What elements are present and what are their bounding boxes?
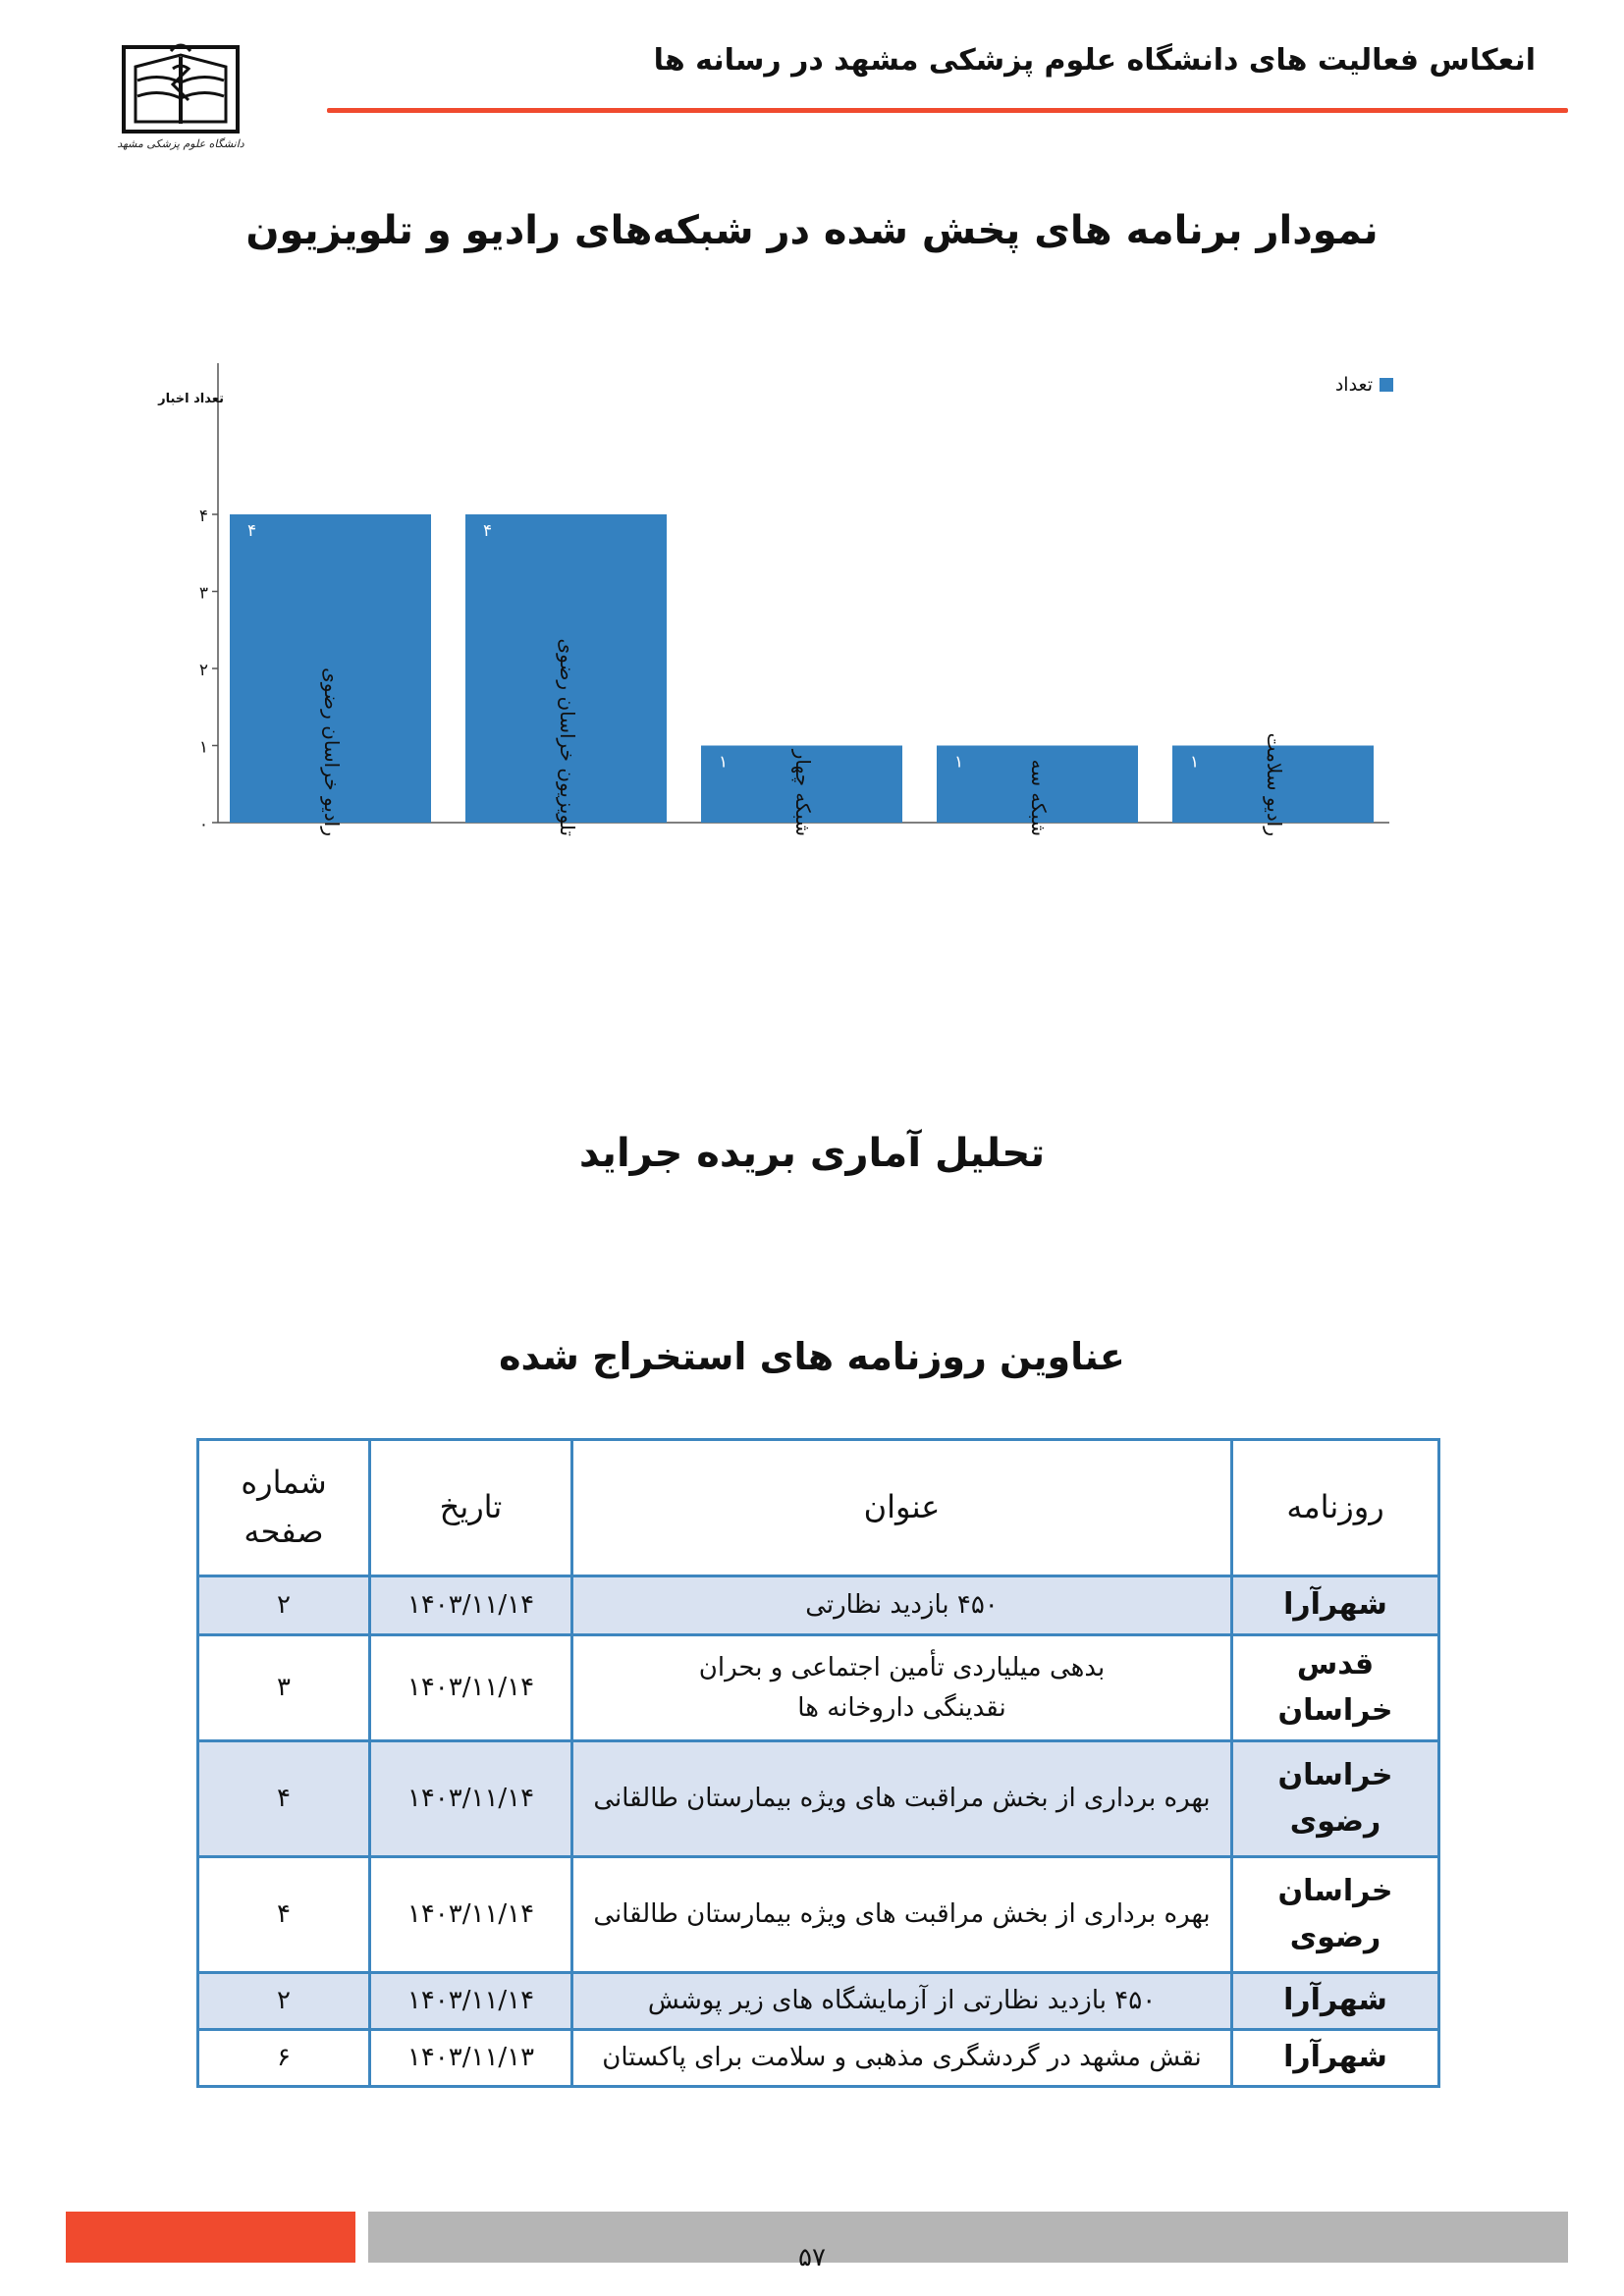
logo-emblem-icon <box>116 37 245 145</box>
y-tick-label: ۴ <box>198 507 208 526</box>
bar-value-label: ۱ <box>954 752 964 773</box>
header-page-line1: شماره <box>241 1464 327 1502</box>
table-row <box>198 2030 1439 2087</box>
header-date: تاریخ <box>370 1440 572 1576</box>
cell-page: ۳ <box>198 1635 370 1741</box>
chart-section-title: نمودار برنامه های پخش شده در شبکه‌های رادیو و تلویزیون <box>245 208 1379 253</box>
cell-date: ۱۴۰۳/۱۱/۱۴ <box>370 1857 572 1973</box>
newspaper-table <box>196 1438 1437 2088</box>
broadcast-bar-chart <box>158 353 1424 1060</box>
cell-paper: شهرآرا <box>1232 2030 1439 2087</box>
y-tick-label: ۲ <box>198 661 208 680</box>
table-row <box>198 1857 1439 1973</box>
header-page <box>198 1440 370 1576</box>
cell-title: بهره برداری از بخش مراقبت های ویژه بیمارستان طالقانی <box>572 1741 1232 1857</box>
x-category-label: رادیو خراسان رضوی <box>320 667 344 836</box>
bar-value-label: ۱ <box>719 752 729 773</box>
cell-paper: خراسان رضوی <box>1232 1857 1439 1973</box>
cell-date: ۱۴۰۳/۱۱/۱۴ <box>370 1973 572 2030</box>
cell-page: ۲ <box>198 1973 370 2030</box>
cell-date: ۱۴۰۳/۱۱/۱۴ <box>370 1741 572 1857</box>
cell-title: بهره برداری از بخش مراقبت های ویژه بیمارستان طالقانی <box>572 1857 1232 1973</box>
x-category-label: رادیو سلامت <box>1263 732 1286 836</box>
cell-page: ۴ <box>198 1857 370 1973</box>
chart-legend-swatch <box>1380 378 1393 392</box>
table-header-row <box>198 1440 1439 1576</box>
y-tick-label: ۱ <box>198 737 208 758</box>
document-header-title: انعکاس فعالیت های دانشگاه علوم پزشکی مشهد در رسانه ها <box>653 43 1536 78</box>
bar-value-label: ۱ <box>1190 752 1200 773</box>
x-category-label: تلویزیون خراسان رضوی <box>556 638 579 836</box>
cell-page: ۶ <box>198 2030 370 2087</box>
chart-legend-label: تعداد <box>1334 374 1373 396</box>
table-row <box>198 1635 1439 1741</box>
cell-title: ۴۵۰ بازدید نظارتی از آزمایشگاه های زیر پوشش <box>572 1973 1232 2030</box>
cell-date: ۱۴۰۳/۱۱/۱۳ <box>370 2030 572 2087</box>
table-row <box>198 1741 1439 1857</box>
bar-value-label: ۴ <box>247 521 257 541</box>
cell-page: ۴ <box>198 1741 370 1857</box>
header-page-line2: صفحه <box>244 1513 324 1550</box>
page-number: ۵۷ <box>798 2243 826 2272</box>
header-title: عنوان <box>572 1440 1232 1576</box>
logo-caption: دانشگاه علوم پزشکی مشهد <box>117 137 244 150</box>
cell-paper: شهرآرا <box>1232 1576 1439 1635</box>
table-row <box>198 1576 1439 1635</box>
x-category-label: شبکه سه <box>1027 759 1051 836</box>
header-divider <box>327 108 1568 113</box>
x-category-label: شبکه چهار <box>791 749 815 836</box>
cell-paper: خراسان رضوی <box>1232 1741 1439 1857</box>
extracted-headlines-title: عناوین روزنامه های استخراج شده <box>499 1335 1125 1378</box>
cell-title: بدهی میلیاردی تأمین اجتماعی و بحران نقدینگی داروخانه ها <box>572 1635 1232 1741</box>
cell-title: ۴۵۰ بازدید نظارتی <box>572 1576 1232 1635</box>
press-analysis-title: تحلیل آماری بریده جراید <box>578 1131 1046 1176</box>
cell-page: ۲ <box>198 1576 370 1635</box>
cell-paper: شهرآرا <box>1232 1973 1439 2030</box>
cell-paper: قدس خراسان <box>1232 1635 1439 1741</box>
table-row <box>198 1973 1439 2030</box>
bar-value-label: ۴ <box>483 521 493 541</box>
header-paper: روزنامه <box>1232 1440 1439 1576</box>
cell-date: ۱۴۰۳/۱۱/۱۴ <box>370 1635 572 1741</box>
chart-y-axis-label: تعداد اخبار <box>158 392 224 406</box>
y-tick-label: ۰ <box>198 815 208 834</box>
cell-title: نقش مشهد در گردشگری مذهبی و سلامت برای پاکستان <box>572 2030 1232 2087</box>
cell-date: ۱۴۰۳/۱۱/۱۴ <box>370 1576 572 1635</box>
y-tick-label: ۳ <box>198 583 208 604</box>
